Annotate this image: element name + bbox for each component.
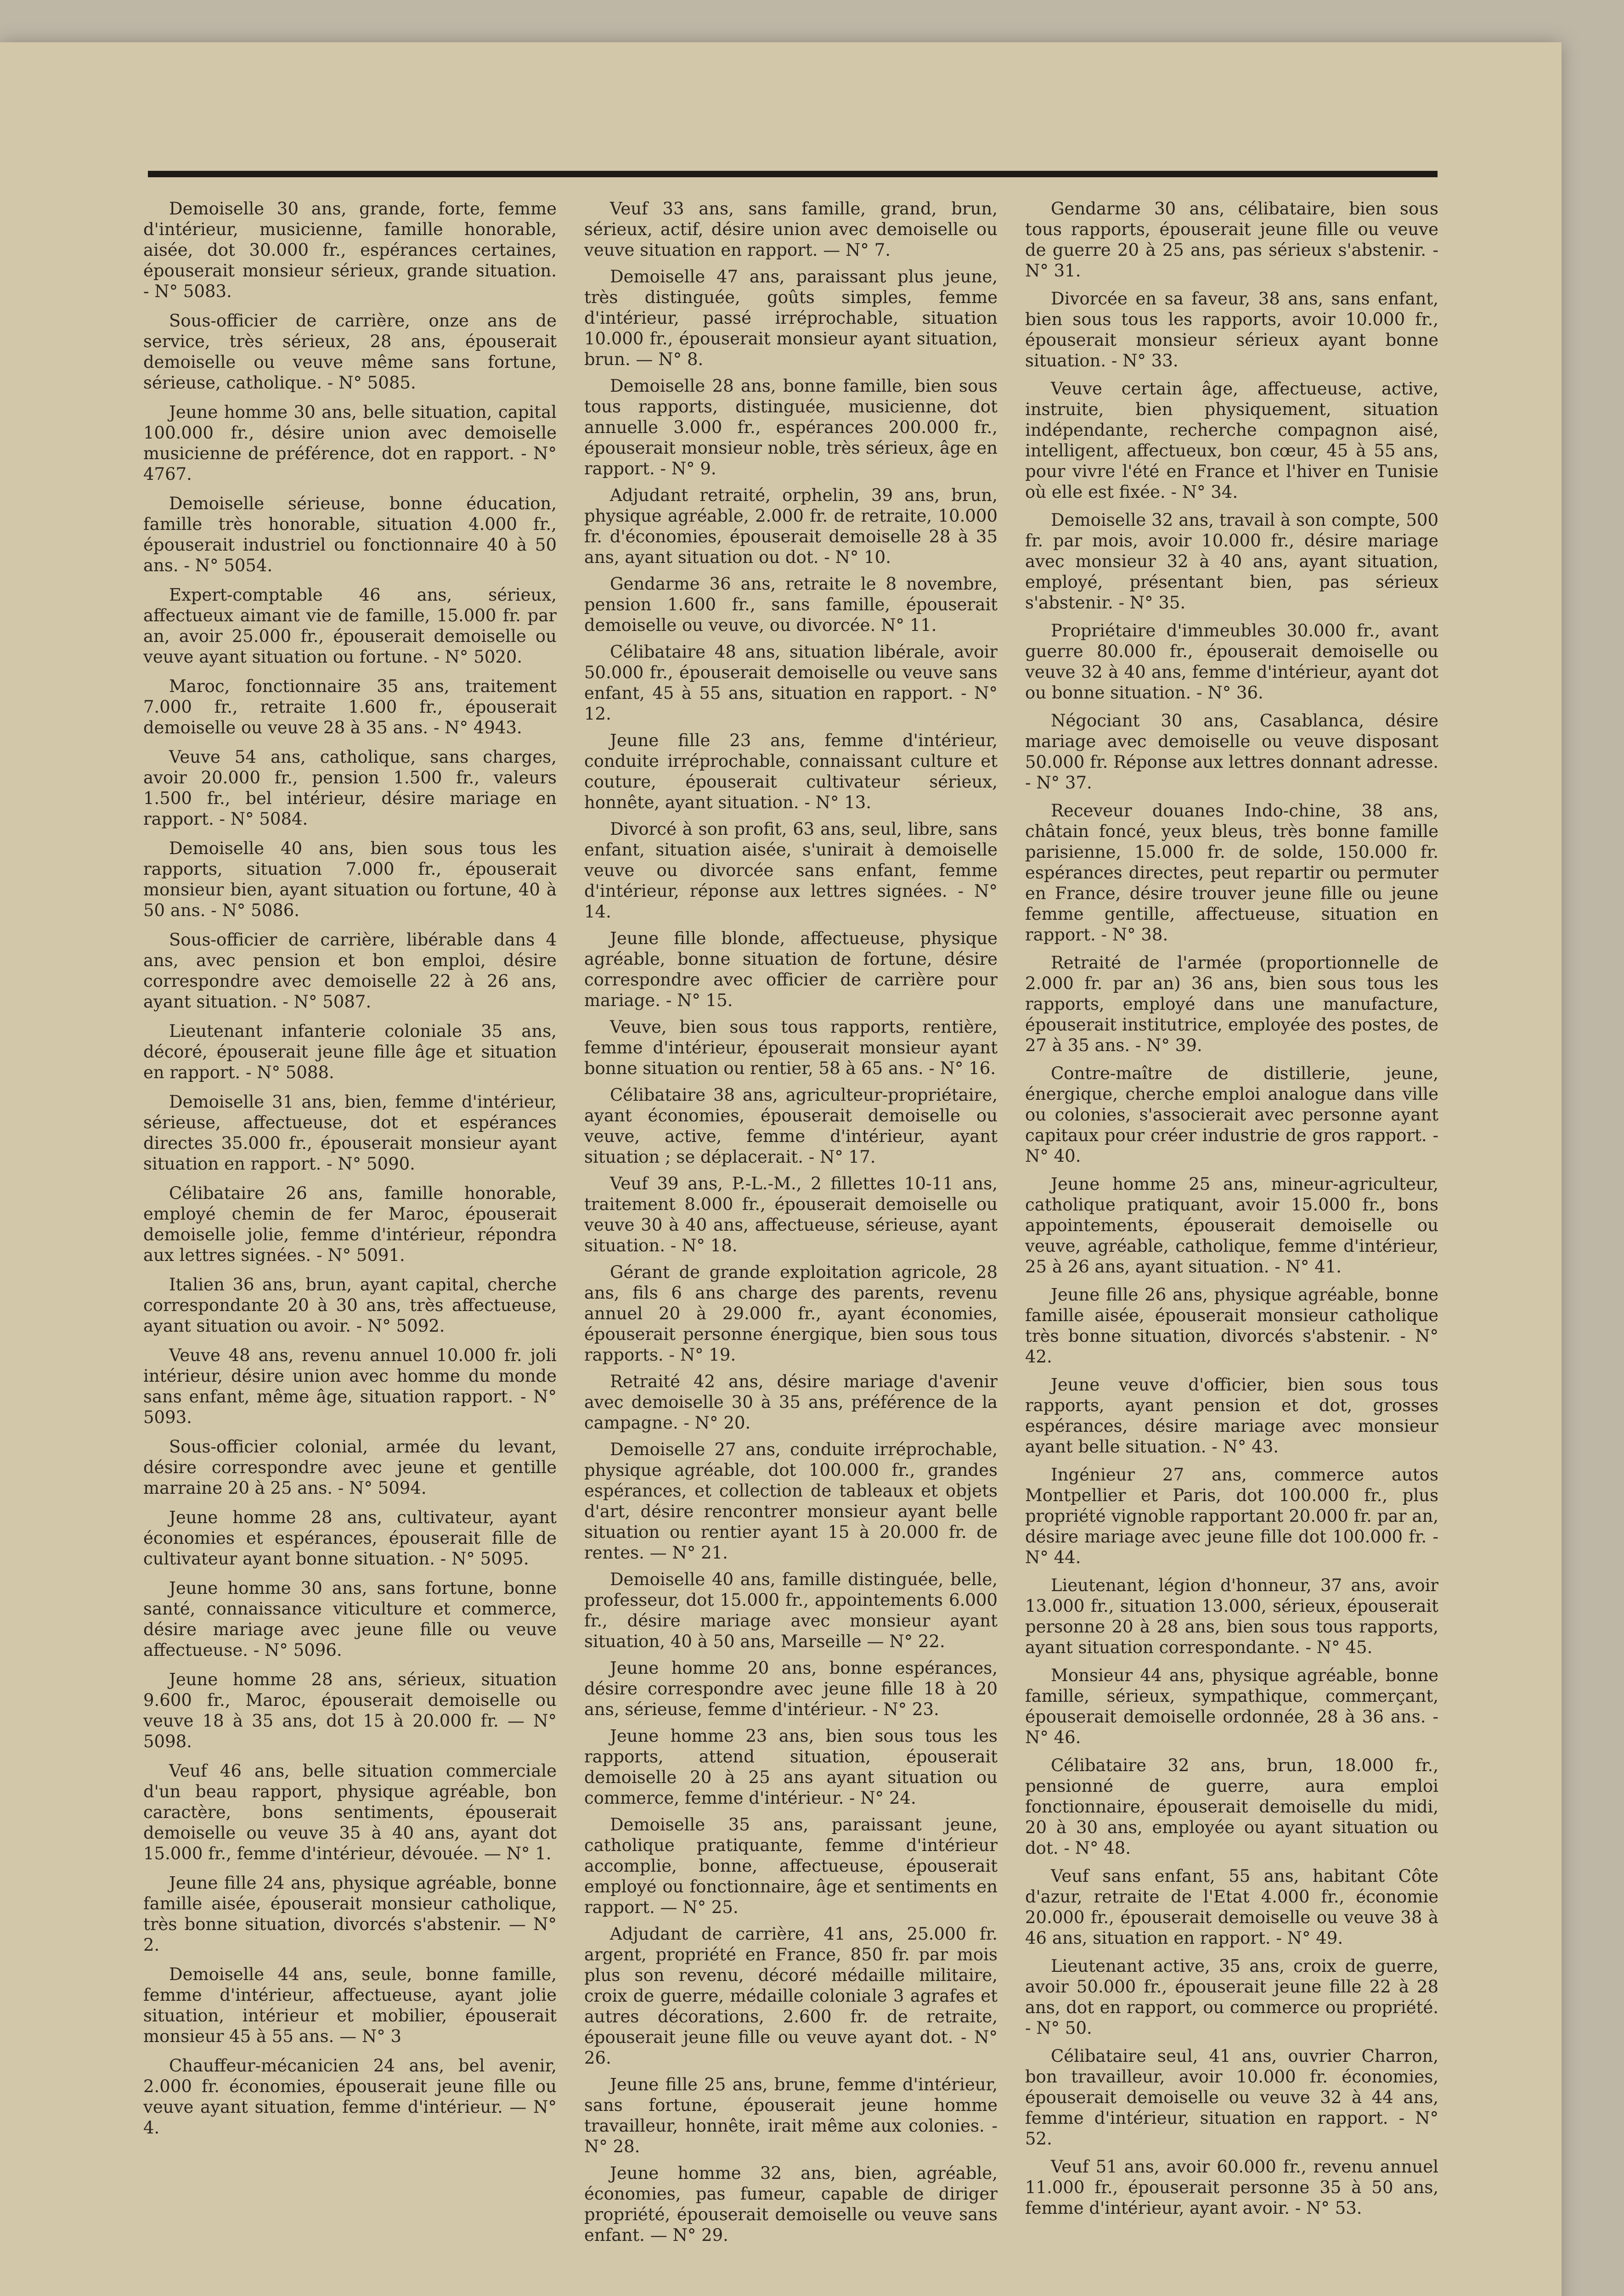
classified-ad: Demoiselle 30 ans, grande, forte, femme d'intérieur, musicienne, famille honorable, aisée, dot 30.000 fr., espérances certaines, épouserait monsieur sérieux, grande situation. - N° 5083. — [143, 199, 557, 301]
classified-ad: Veuf sans enfant, 55 ans, habitant Côte d'azur, retraite de l'Etat 4.000 fr., économie 20.000 fr., épouserait demoiselle ou veuve 38 à 46 ans, situation en rapport. - N° 49. — [1025, 1866, 1438, 1948]
column-1 — [143, 198, 557, 2296]
classified-ad: Négociant 30 ans, Casablanca, désire mariage avec demoiselle ou veuve disposant 50.000 fr. Réponse aux lettres donnant adresse. - N° 37. — [1025, 711, 1438, 793]
classified-ad: Célibataire 38 ans, agriculteur-propriétaire, ayant économies, épouserait demoiselle ou veuve, active, femme d'intérieur, ayant situation ; se déplacerait. - N° 17. — [584, 1085, 998, 1167]
classified-ad: Jeune fille 25 ans, brune, femme d'intérieur, sans fortune, épouserait jeune homme travailleur, honnête, irait même aux colonies. - N° 28. — [584, 2075, 998, 2156]
classified-ad: Célibataire 32 ans, brun, 18.000 fr., pensionné de guerre, aura emploi fonctionnaire, épouserait demoiselle du midi, 20 à 30 ans, employée ou ayant situation ou dot. - N° 48. — [1025, 1756, 1438, 1858]
classified-ad: Veuf 46 ans, belle situation commerciale d'un beau rapport, physique agréable, bon caractère, bons sentiments, épouserait demoiselle ou veuve 35 à 40 ans, ayant dot 15.000 fr., femme d'intérieur, dévouée. — N° 1. — [143, 1761, 557, 1863]
classified-ad: Jeune homme 25 ans, mineur-agriculteur, catholique pratiquant, avoir 15.000 fr., bons appointements, épouserait demoiselle ou veuve, agréable, catholique, femme d'intérieur, 25 à 26 ans, ayant situation. - N° 41. — [1025, 1174, 1438, 1277]
classified-ad: Veuf 51 ans, avoir 60.000 fr., revenu annuel 11.000 fr., épouserait personne 35 à 50 ans, femme d'intérieur, ayant avoir. - N° 53. — [1025, 2157, 1438, 2218]
classified-ad: Maroc, fonctionnaire 35 ans, traitement 7.000 fr., retraite 1.600 fr., épouserait demoiselle ou veuve 28 à 35 ans. - N° 4943. — [143, 676, 557, 737]
classified-ad: Jeune homme 30 ans, belle situation, capital 100.000 fr., désire union avec demoiselle musicienne de préférence, dot en rapport. - N° 4767. — [143, 402, 557, 484]
classified-ad: Jeune fille 26 ans, physique agréable, bonne famille aisée, épouserait monsieur catholique très bonne situation, divorcés s'abstenir. - N° 42. — [1025, 1285, 1438, 1367]
classified-ad: Demoiselle 40 ans, bien sous tous les rapports, situation 7.000 fr., épouserait monsieur bien, ayant situation ou fortune, 40 à 50 ans. - N° 5086. — [143, 838, 557, 920]
classified-ad: Veuf 33 ans, sans famille, grand, brun, sérieux, actif, désire union avec demoiselle ou veuve situation en rapport. — N° 7. — [584, 199, 998, 260]
classified-ad: Retraité de l'armée (proportionnelle de 2.000 fr. par an) 36 ans, bien sous tous les rapports, employé dans une manufacture, épouserait institutrice, employée des postes, de 27 à 35 ans. - N° 39. — [1025, 953, 1438, 1055]
classified-ad: Célibataire seul, 41 ans, ouvrier Charron, bon travailleur, avoir 10.000 fr. économies, épouserait demoiselle ou veuve 32 à 44 ans, femme d'intérieur, situation en rapport. - N° 52. — [1025, 2046, 1438, 2149]
classified-ad: Contre-maître de distillerie, jeune, énergique, cherche emploi analogue dans ville ou colonies, s'associerait avec personne ayant capitaux pour créer industrie de gros rapport. - N° 40. — [1025, 1064, 1438, 1166]
classified-ad: Jeune fille 23 ans, femme d'intérieur, conduite irréprochable, connaissant culture et couture, épouserait cultivateur sérieux, honnête, ayant situation. - N° 13. — [584, 731, 998, 812]
classified-ad: Lieutenant active, 35 ans, croix de guerre, avoir 50.000 fr., épouserait jeune fille 22 à 28 ans, dot en rapport, ou commerce ou propriété. - N° 50. — [1025, 1956, 1438, 2038]
classified-ad: Jeune homme 23 ans, bien sous tous les rapports, attend situation, épouserait demoiselle 20 à 25 ans ayant situation ou commerce, femme d'intérieur. - N° 24. — [584, 1726, 998, 1808]
classified-ad: Demoiselle sérieuse, bonne éducation, famille très honorable, situation 4.000 fr., épouserait industriel ou fonctionnaire 40 à 50 ans. - N° 5054. — [143, 494, 557, 575]
classified-ad: Expert-comptable 46 ans, sérieux, affectueux aimant vie de famille, 15.000 fr. par an, avoir 25.000 fr., épouserait demoiselle ou veuve ayant situation ou fortune. - N° 5020. — [143, 585, 557, 667]
classified-ad: Célibataire 48 ans, situation libérale, avoir 50.000 fr., épouserait demoiselle ou veuve sans enfant, 45 à 55 ans, situation en rapport. - N° 12. — [584, 642, 998, 724]
classified-ad: Sous-officier colonial, armée du levant, désire correspondre avec jeune et gentille marraine 20 à 25 ans. - N° 5094. — [143, 1437, 557, 1498]
classified-ad: Italien 36 ans, brun, ayant capital, cherche correspondante 20 à 30 ans, très affectueuse, ayant situation ou avoir. - N° 5092. — [143, 1275, 557, 1336]
classified-ad: Demoiselle 44 ans, seule, bonne famille, femme d'intérieur, affectueuse, ayant jolie situation, intérieur et mobilier, épouserait monsieur 45 à 55 ans. — N° 3 — [143, 1964, 557, 2046]
classified-ad: Demoiselle 31 ans, bien, femme d'intérieur, sérieuse, affectueuse, dot et espérances directes 35.000 fr., épouserait monsieur ayant situation en rapport. - N° 5090. — [143, 1092, 557, 1174]
classified-ad: Veuve, bien sous tous rapports, rentière, femme d'intérieur, épouserait monsieur ayant bonne situation ou rentier, 58 à 65 ans. - N° 16. — [584, 1017, 998, 1078]
classified-ad: Demoiselle 32 ans, travail à son compte, 500 fr. par mois, avoir 10.000 fr., désire mariage avec monsieur 32 à 40 ans, ayant situation, employé, présentant bien, pas sérieux s'abstenir. - N° 35. — [1025, 510, 1438, 613]
classified-ad: Jeune veuve d'officier, bien sous tous rapports, ayant pension et dot, grosses espérances, désire mariage avec monsieur ayant belle situation. - N° 43. — [1025, 1375, 1438, 1457]
column-3 — [1025, 198, 1438, 2296]
classified-ad: Monsieur 44 ans, physique agréable, bonne famille, sérieux, sympathique, commerçant, épouserait demoiselle ordonnée, 28 à 36 ans. - N° 46. — [1025, 1666, 1438, 1747]
classified-ad: Jeune homme 28 ans, cultivateur, ayant économies et espérances, épouserait fille de cultivateur ayant bonne situation. - N° 5095. — [143, 1508, 557, 1569]
classified-ad: Divorcé à son profit, 63 ans, seul, libre, sans enfant, situation aisée, s'unirait à demoiselle veuve ou divorcée sans enfant, femme d'intérieur, réponse aux lettres signées. - N° 14. — [584, 819, 998, 922]
classified-ad: Sous-officier de carrière, libérable dans 4 ans, avec pension et bon emploi, désire correspondre avec demoiselle 22 à 26 ans, ayant situation. - N° 5087. — [143, 930, 557, 1012]
column-2 — [584, 198, 998, 2296]
classified-ad: Jeune homme 28 ans, sérieux, situation 9.600 fr., Maroc, épouserait demoiselle ou veuve 18 à 35 ans, dot 15 à 20.000 fr. — N° 5098. — [143, 1670, 557, 1751]
classified-ad: Propriétaire d'immeubles 30.000 fr., avant guerre 80.000 fr., épouserait demoiselle ou veuve 32 à 40 ans, femme d'intérieur, ayant dot ou bonne situation. - N° 36. — [1025, 621, 1438, 703]
classified-ad: Jeune homme 30 ans, sans fortune, bonne santé, connaissance viticulture et commerce, désire mariage avec jeune fille ou veuve affectueuse. - N° 5096. — [143, 1578, 557, 1660]
classified-ad: Gendarme 30 ans, célibataire, bien sous tous rapports, épouserait jeune fille ou veuve de guerre 20 à 25 ans, pas sérieux s'abstenir. - N° 31. — [1025, 199, 1438, 281]
classifieds-columns — [143, 198, 1448, 2296]
top-rule — [148, 171, 1438, 177]
classified-ad: Demoiselle 47 ans, paraissant plus jeune, très distinguée, goûts simples, femme d'intérieur, passé irréprochable, situation 10.000 fr., épouserait monsieur ayant situation, brun. — N° 8. — [584, 267, 998, 369]
classified-ad: Célibataire 26 ans, famille honorable, employé chemin de fer Maroc, épouserait demoiselle jolie, femme d'intérieur, répondra aux lettres signées. - N° 5091. — [143, 1183, 557, 1265]
classified-ad: Jeune homme 32 ans, bien, agréable, économies, pas fumeur, capable de diriger propriété, épouserait demoiselle ou veuve sans enfant. — N° 29. — [584, 2163, 998, 2245]
classified-ad: Retraité 42 ans, désire mariage d'avenir avec demoiselle 30 à 35 ans, préférence de la campagne. - N° 20. — [584, 1372, 998, 1433]
classified-ad: Divorcée en sa faveur, 38 ans, sans enfant, bien sous tous les rapports, avoir 10.000 fr., épouserait monsieur sérieux ayant bonne situation. - N° 33. — [1025, 289, 1438, 371]
classified-ad: Demoiselle 27 ans, conduite irréprochable, physique agréable, dot 100.000 fr., grandes espérances, et collection de tableaux et objets d'art, désire rencontrer monsieur ayant belle situation ou rentier ayant 15 à 20.000 fr. de rentes. — N° 21. — [584, 1440, 998, 1563]
classified-ad: Demoiselle 40 ans, famille distinguée, belle, professeur, dot 15.000 fr., appointements 6.000 fr., désire mariage avec monsieur ayant situation, 40 à 50 ans, Marseille — N° 22. — [584, 1570, 998, 1651]
classified-ad: Sous-officier de carrière, onze ans de service, très sérieux, 28 ans, épouserait demoiselle ou veuve même sans fortune, sérieuse, catholique. - N° 5085. — [143, 311, 557, 393]
classified-ad: Veuve 54 ans, catholique, sans charges, avoir 20.000 fr., pension 1.500 fr., valeurs 1.500 fr., bel intérieur, désire mariage en rapport. - N° 5084. — [143, 747, 557, 829]
classified-ad: Adjudant retraité, orphelin, 39 ans, brun, physique agréable, 2.000 fr. de retraite, 10.000 fr. d'économies, épouserait demoiselle 28 à 35 ans, ayant situation ou dot. - N° 10. — [584, 485, 998, 567]
classified-ad: Demoiselle 35 ans, paraissant jeune, catholique pratiquante, femme d'intérieur accomplie, bonne, affectueuse, épouserait employé ou fonctionnaire, âge et sentiments en rapport. — N° 25. — [584, 1815, 998, 1917]
classified-ad: Veuve 48 ans, revenu annuel 10.000 fr. joli intérieur, désire union avec homme du monde sans enfant, même âge, situation rapport. - N° 5093. — [143, 1345, 557, 1427]
classified-ad: Chauffeur-mécanicien 24 ans, bel avenir, 2.000 fr. économies, épouserait jeune fille ou veuve ayant situation, femme d'intérieur. — N° 4. — [143, 2056, 557, 2138]
classified-ad: Lieutenant infanterie coloniale 35 ans, décoré, épouserait jeune fille âge et situation en rapport. - N° 5088. — [143, 1021, 557, 1082]
newspaper-page — [0, 42, 1562, 2296]
classified-ad: Demoiselle 28 ans, bonne famille, bien sous tous rapports, distinguée, musicienne, dot annuelle 3.000 fr., espérances 200.000 fr., épouserait monsieur noble, très sérieux, âge en rapport. - N° 9. — [584, 376, 998, 478]
classified-ad: Receveur douanes Indo-chine, 38 ans, châtain foncé, yeux bleus, très bonne famille parisienne, 15.000 fr. de solde, 150.000 fr. espérances directes, peut repartir ou permuter en France, désire trouver jeune fille ou jeune femme gentille, affectueuse, situation en rapport. - N° 38. — [1025, 801, 1438, 945]
classified-ad: Ingénieur 27 ans, commerce autos Montpellier et Paris, dot 100.000 fr., plus propriété vignoble rapportant 20.000 fr. par an, désire mariage avec jeune fille dot 100.000 fr. - N° 44. — [1025, 1465, 1438, 1567]
classified-ad: Gendarme 36 ans, retraite le 8 novembre, pension 1.600 fr., sans famille, épouserait demoiselle ou veuve, ou divorcée. N° 11. — [584, 574, 998, 635]
classified-ad: Jeune fille blonde, affectueuse, physique agréable, bonne situation de fortune, désire correspondre avec officier de carrière pour mariage. - N° 15. — [584, 929, 998, 1010]
classified-ad: Veuve certain âge, affectueuse, active, instruite, bien physiquement, situation indépendante, recherche compagnon aisé, intelligent, affectueux, bon cœur, 45 à 55 ans, pour vivre l'été en France et l'hiver en Tunisie où elle est fixée. - N° 34. — [1025, 379, 1438, 502]
classified-ad: Veuf 39 ans, P.-L.-M., 2 fillettes 10-11 ans, traitement 8.000 fr., épouserait demoiselle ou veuve 30 à 40 ans, affectueuse, sérieuse, ayant situation. - N° 18. — [584, 1174, 998, 1255]
classified-ad: Adjudant de carrière, 41 ans, 25.000 fr. argent, propriété en France, 850 fr. par mois plus son revenu, décoré médaille militaire, croix de guerre, médaille coloniale 3 agrafes et autres décorations, 2.600 fr. de retraite, épouserait jeune fille ou veuve ayant dot. - N° 26. — [584, 1924, 998, 2068]
classified-ad: Jeune fille 24 ans, physique agréable, bonne famille aisée, épouserait monsieur catholique, très bonne situation, divorcés s'abstenir. — N° 2. — [143, 1873, 557, 1955]
classified-ad: Gérant de grande exploitation agricole, 28 ans, fils 6 ans charge des parents, revenu annuel 20 à 29.000 fr., ayant économies, épouserait personne énergique, bien sous tous rapports. - N° 19. — [584, 1262, 998, 1365]
classified-ad: Lieutenant, légion d'honneur, 37 ans, avoir 13.000 fr., situation 13.000, sérieux, épouserait personne 20 à 28 ans, bien sous tous rapports, ayant situation correspondante. - N° 45. — [1025, 1576, 1438, 1657]
classified-ad: Jeune homme 20 ans, bonne espérances, désire correspondre avec jeune fille 18 à 20 ans, sérieuse, femme d'intérieur. - N° 23. — [584, 1658, 998, 1719]
